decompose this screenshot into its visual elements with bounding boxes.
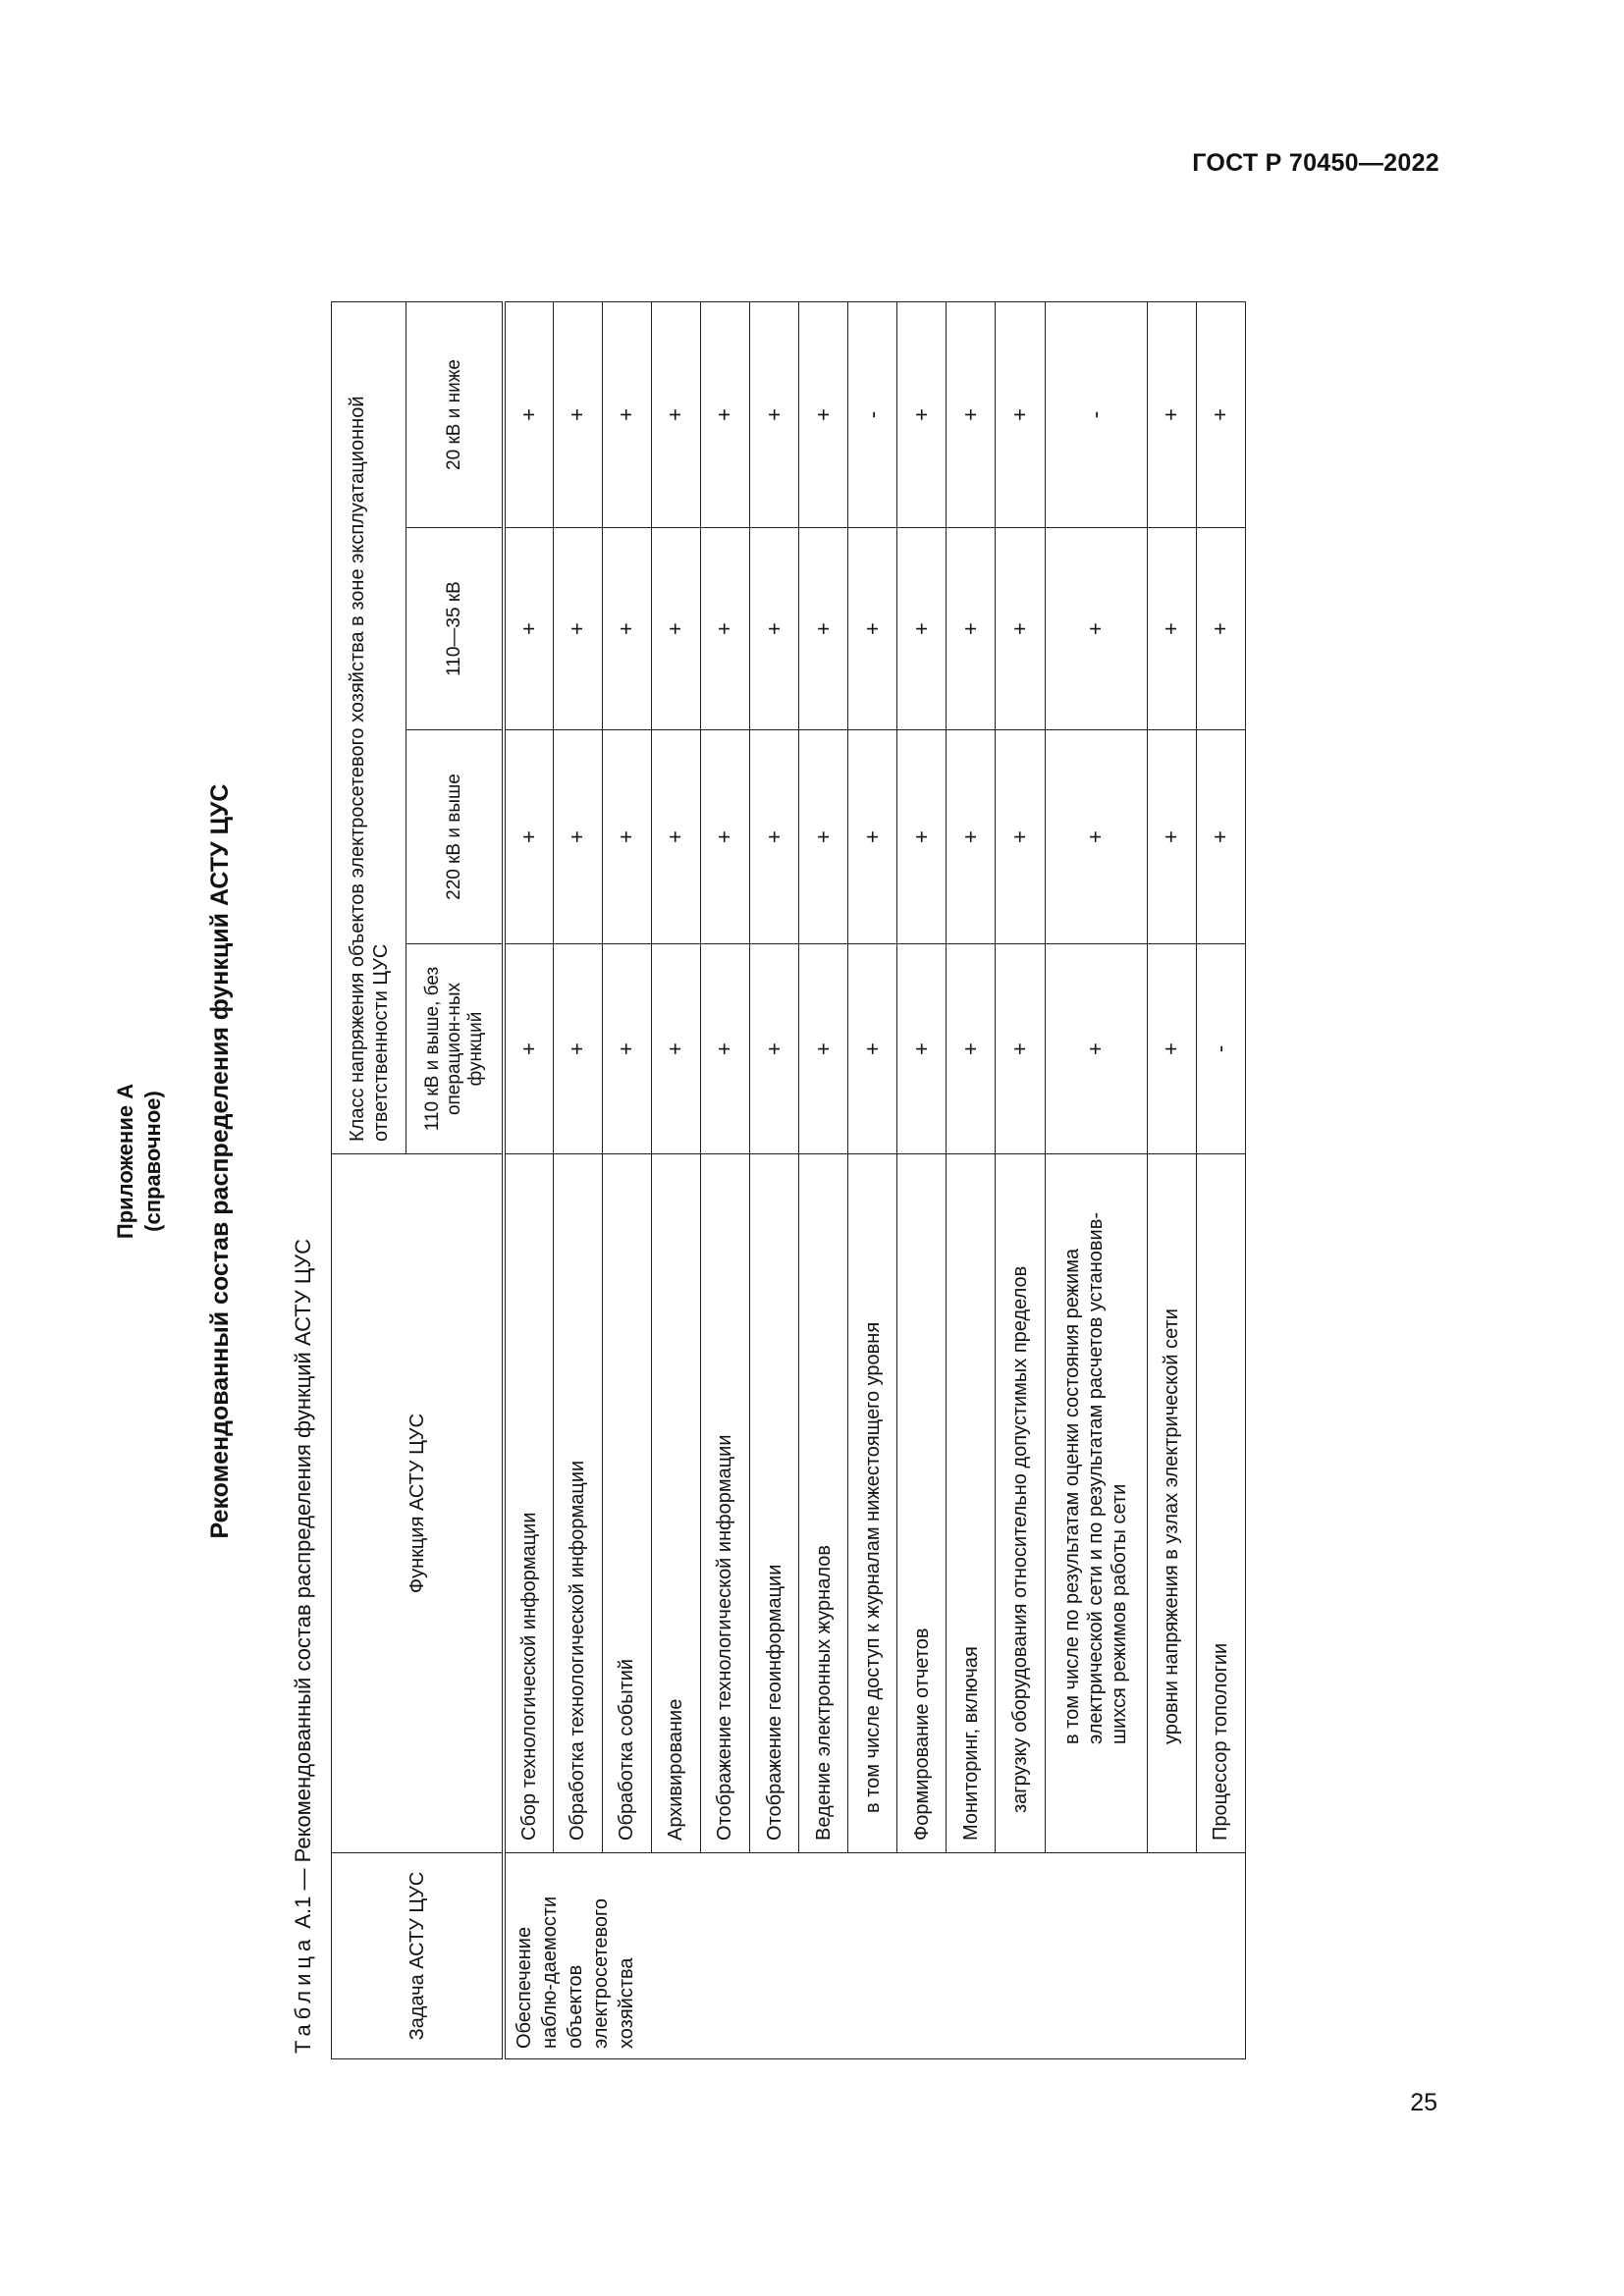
mark-cell: + — [947, 730, 996, 944]
mark-cell: + — [553, 730, 602, 944]
table-row — [602, 301, 651, 2058]
table-row — [1045, 301, 1147, 2058]
mark-cell: + — [1147, 730, 1196, 944]
mark-cell: + — [996, 944, 1045, 1154]
page-number: 25 — [1410, 2089, 1437, 2116]
function-cell: в том числе по результатам оценки состояния режима электрической сети и по результатам расчетов установив-шихся режимов работы сети — [1045, 1154, 1147, 1853]
function-cell: Архивирование — [651, 1154, 700, 1853]
mark-cell: + — [1147, 528, 1196, 730]
function-cell: Обработка событий — [602, 1154, 651, 1853]
header-col-20-and-below: 20 кВ и ниже — [406, 301, 505, 527]
table-caption — [291, 1239, 316, 2054]
mark-cell: + — [651, 730, 700, 944]
mark-cell: + — [1147, 944, 1196, 1154]
table-row — [749, 301, 798, 2058]
function-cell: уровни напряжения в узлах электрической сети — [1147, 1154, 1196, 1853]
mark-cell: + — [553, 528, 602, 730]
table-row — [651, 301, 700, 2058]
mark-cell: + — [996, 730, 1045, 944]
mark-cell: - — [1045, 301, 1147, 527]
mark-cell: + — [799, 730, 848, 944]
mark-cell: + — [504, 301, 553, 527]
header-task: Задача АСТУ ЦУС — [332, 1853, 505, 2059]
table-row — [700, 301, 749, 2058]
mark-cell: + — [1196, 528, 1245, 730]
mark-cell: + — [799, 528, 848, 730]
mark-cell: + — [700, 301, 749, 527]
mark-cell: + — [897, 944, 947, 1154]
rotated-page-content — [98, 236, 1267, 2087]
function-cell: Процессор топологии — [1196, 1154, 1245, 1853]
table-caption-text: А.1 — Рекомендованный состав распределения функций АСТУ ЦУС — [291, 1239, 315, 1935]
mark-cell: + — [749, 944, 798, 1154]
mark-cell: + — [602, 528, 651, 730]
mark-cell: + — [799, 944, 848, 1154]
mark-cell: + — [602, 301, 651, 527]
function-cell: Формирование отчетов — [897, 1154, 947, 1853]
mark-cell: + — [504, 944, 553, 1154]
table-row — [1196, 301, 1245, 2058]
function-cell: Отображение технологической информации — [700, 1154, 749, 1853]
table-row — [504, 301, 553, 2058]
section-title: Рекомендованный состав распределения функций АСТУ ЦУС — [206, 783, 234, 1539]
mark-cell: + — [700, 528, 749, 730]
document-code: ГОСТ Р 70450—2022 — [1192, 149, 1439, 177]
mark-cell: - — [1196, 944, 1245, 1154]
table-row — [1147, 301, 1196, 2058]
appendix-label: Приложение А — [113, 1083, 137, 1240]
mark-cell: + — [848, 944, 897, 1154]
mark-cell: + — [897, 528, 947, 730]
table-row — [848, 301, 897, 2058]
mark-cell: + — [996, 301, 1045, 527]
mark-cell: + — [848, 730, 897, 944]
header-voltage-class: Класс напряжения объектов электросетевого хозяйства в зоне эксплуатационной ответственности ЦУС — [332, 301, 406, 1153]
table-caption-label: Таблица — [291, 1934, 315, 2054]
mark-cell: + — [651, 301, 700, 527]
mark-cell: + — [799, 301, 848, 527]
mark-cell: + — [1045, 944, 1147, 1154]
mark-cell: + — [1045, 528, 1147, 730]
mark-cell: - — [848, 301, 897, 527]
mark-cell: + — [1045, 730, 1147, 944]
table-row — [897, 301, 947, 2058]
table-row — [553, 301, 602, 2058]
mark-cell: + — [504, 730, 553, 944]
appendix-title — [112, 236, 167, 2087]
function-cell: Ведение электронных журналов — [799, 1154, 848, 1853]
mark-cell: + — [700, 730, 749, 944]
header-col-110-no-ops: 110 кВ и выше, без операцион-ных функций — [406, 944, 505, 1154]
mark-cell: + — [848, 528, 897, 730]
mark-cell: + — [602, 730, 651, 944]
header-function: Функция АСТУ ЦУС — [332, 1154, 505, 1853]
function-distribution-table — [331, 301, 1246, 2059]
mark-cell: + — [651, 528, 700, 730]
header-col-110-35: 110—35 кВ — [406, 528, 505, 730]
table-row — [947, 301, 996, 2058]
function-cell: в том числе доступ к журналам нижестоящего уровня — [848, 1154, 897, 1853]
mark-cell: + — [996, 528, 1045, 730]
appendix-type: (справочное) — [140, 1091, 165, 1232]
mark-cell: + — [749, 528, 798, 730]
header-col-220-and-above: 220 кВ и выше — [406, 730, 505, 944]
function-cell: Отображение геоинформации — [749, 1154, 798, 1853]
function-cell: Сбор технологической информации — [504, 1154, 553, 1853]
mark-cell: + — [749, 301, 798, 527]
mark-cell: + — [947, 301, 996, 527]
mark-cell: + — [602, 944, 651, 1154]
mark-cell: + — [947, 528, 996, 730]
mark-cell: + — [651, 944, 700, 1154]
function-cell: загрузку оборудования относительно допустимых пределов — [996, 1154, 1045, 1853]
task-cell: Обеспечение наблю-даемости объектов электросетевого хозяйства — [504, 1853, 1246, 2059]
mark-cell: + — [1147, 301, 1196, 527]
mark-cell: + — [749, 730, 798, 944]
mark-cell: + — [504, 528, 553, 730]
table-row — [799, 301, 848, 2058]
mark-cell: + — [1196, 301, 1245, 527]
mark-cell: + — [553, 301, 602, 527]
mark-cell: + — [700, 944, 749, 1154]
function-cell: Мониторинг, включая — [947, 1154, 996, 1853]
mark-cell: + — [553, 944, 602, 1154]
mark-cell: + — [897, 301, 947, 527]
mark-cell: + — [947, 944, 996, 1154]
mark-cell: + — [1196, 730, 1245, 944]
mark-cell: + — [897, 730, 947, 944]
table-row — [996, 301, 1045, 2058]
function-cell: Обработка технологической информации — [553, 1154, 602, 1853]
